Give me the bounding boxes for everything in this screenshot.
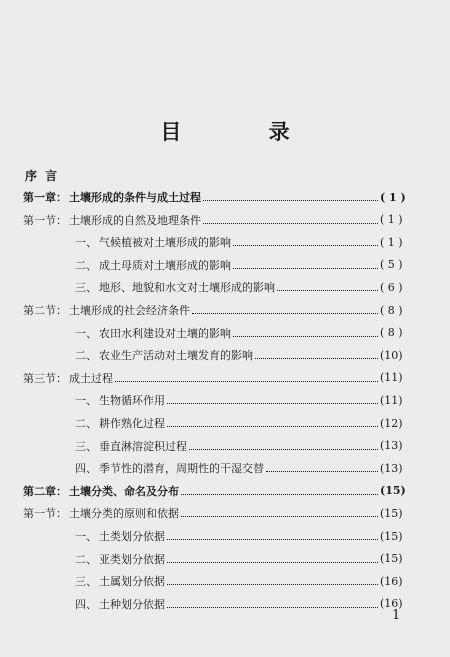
toc-entry [75,389,408,411]
toc-entry-number: 四、 [75,597,97,611]
dot-leader [277,289,378,291]
toc-entry-title: 农田水利建设对土壤的影响 [99,326,231,340]
toc-entry [75,231,408,253]
toc-entry-number: 一、 [75,236,97,250]
toc-entry-title: 地形、地貌和水文对土壤形成的影响 [99,281,275,295]
toc-entry-number: 二、 [75,552,97,566]
toc-entry-title: 土壤形成的社会经济条件 [69,304,190,317]
toc-entry-number: 二、 [75,417,97,430]
toc-entry-page: (15) [380,506,403,520]
toc-entry-title: 土壤分类、命名及分布 [69,484,179,498]
toc-entry [23,186,408,208]
toc-entry-page: (15) [380,552,403,566]
toc-entry-title: 成土母质对土壤形成的影响 [99,258,231,272]
toc-entry-number: 第三节： [23,371,67,385]
toc-entry-page: ( 1 ) [380,213,403,227]
toc-entry [75,457,408,479]
toc-entry-number: 第一章： [23,191,67,204]
dot-leader [167,606,378,608]
toc-entry-title: 季节性的潜育，周期性的干湿交替 [99,462,264,476]
toc-entry [75,254,408,276]
toc-title: 目 录 [160,119,330,144]
toc-entry-number: 二、 [75,349,97,363]
dot-leader [266,470,378,472]
toc-entry [75,435,408,457]
toc-entry-title: 土壤分类的原则和依据 [69,507,179,521]
toc-entry-page: (10) [380,348,403,362]
dot-leader [189,448,378,450]
toc-entry [23,299,408,321]
toc-entry-number: 第二章： [23,484,67,498]
toc-entry [23,367,408,389]
toc-entry-number: 四、 [75,462,97,476]
dot-leader [167,402,378,404]
toc-entry-number: 第一节： [23,507,67,521]
toc-entry-title: 生物循环作用 [99,394,165,408]
toc-entry-number: 第二节： [23,304,67,317]
toc-entry [23,209,408,231]
toc-entry-title: 农业生产活动对土壤发育的影响 [99,349,253,363]
toc-entry-page: (13) [380,439,403,453]
preface-heading: 序 言 [25,169,60,183]
dot-leader [233,244,378,246]
toc-entry-number: 二、 [75,258,97,272]
dot-leader [115,380,378,382]
dot-leader [167,583,378,585]
toc-entry-page: (11) [380,393,403,407]
dot-leader [181,515,378,517]
toc-entry-page: (16) [380,574,403,588]
toc-entry-page: ( 5 ) [380,258,403,272]
toc-entry [75,344,408,366]
dot-leader [167,425,378,427]
page-number: 1 [392,608,401,623]
toc-entry-title: 亚类划分依据 [99,552,165,566]
toc-entry-title: 土属划分依据 [99,575,165,589]
toc-entry-title: 成土过程 [69,371,113,385]
dot-leader [192,312,378,314]
toc-entry-number: 第一节： [23,213,67,227]
dot-leader [181,493,378,495]
toc-entry-title: 土类划分依据 [99,530,165,543]
toc-entry-page: (11) [380,371,403,385]
toc-entry [23,502,408,524]
toc-entry-number: 三、 [75,281,97,295]
dot-leader [233,335,378,337]
toc-entry-page: (16) [380,597,403,611]
toc-entry-page: ( 8 ) [380,303,403,317]
toc-entry-title: 气候植被对土壤形成的影响 [99,236,231,250]
toc-entry-title: 耕作熟化过程 [99,417,165,430]
toc-entry-number: 一、 [75,326,97,340]
toc-entry-page: ( 1 ) [380,235,403,249]
toc-entry [75,548,408,570]
toc-entry-page: ( 1 ) [380,190,406,204]
toc-entry-page: (12) [380,416,403,430]
toc-entry [75,525,408,547]
toc-entry-title: 土壤形成的自然及地理条件 [69,213,201,227]
toc-entry-page: (15) [380,529,403,543]
toc-entry-number: 三、 [75,439,97,453]
dot-leader [233,267,378,269]
toc-entry [75,593,408,615]
dot-leader [203,199,378,201]
toc-entry-title: 土种划分依据 [99,597,165,611]
toc-entry-title: 土壤形成的条件与成土过程 [69,191,201,204]
toc-entry [23,480,408,502]
toc-entry-page: (15) [380,484,406,498]
toc-entry-number: 一、 [75,530,97,543]
toc-entry-page: (13) [380,461,403,475]
dot-leader [203,222,378,224]
dot-leader [167,538,378,540]
toc-entry [75,412,408,434]
toc-entry-page: ( 8 ) [380,326,403,340]
toc-entry [75,570,408,592]
toc-entry [75,276,408,298]
toc-entry-title: 垂直淋溶淀积过程 [99,439,187,453]
toc-entry-number: 一、 [75,394,97,408]
toc-entry [75,322,408,344]
dot-leader [255,357,378,359]
toc-entry-page: ( 6 ) [380,280,403,294]
toc-entry-number: 三、 [75,575,97,589]
dot-leader [167,561,378,563]
